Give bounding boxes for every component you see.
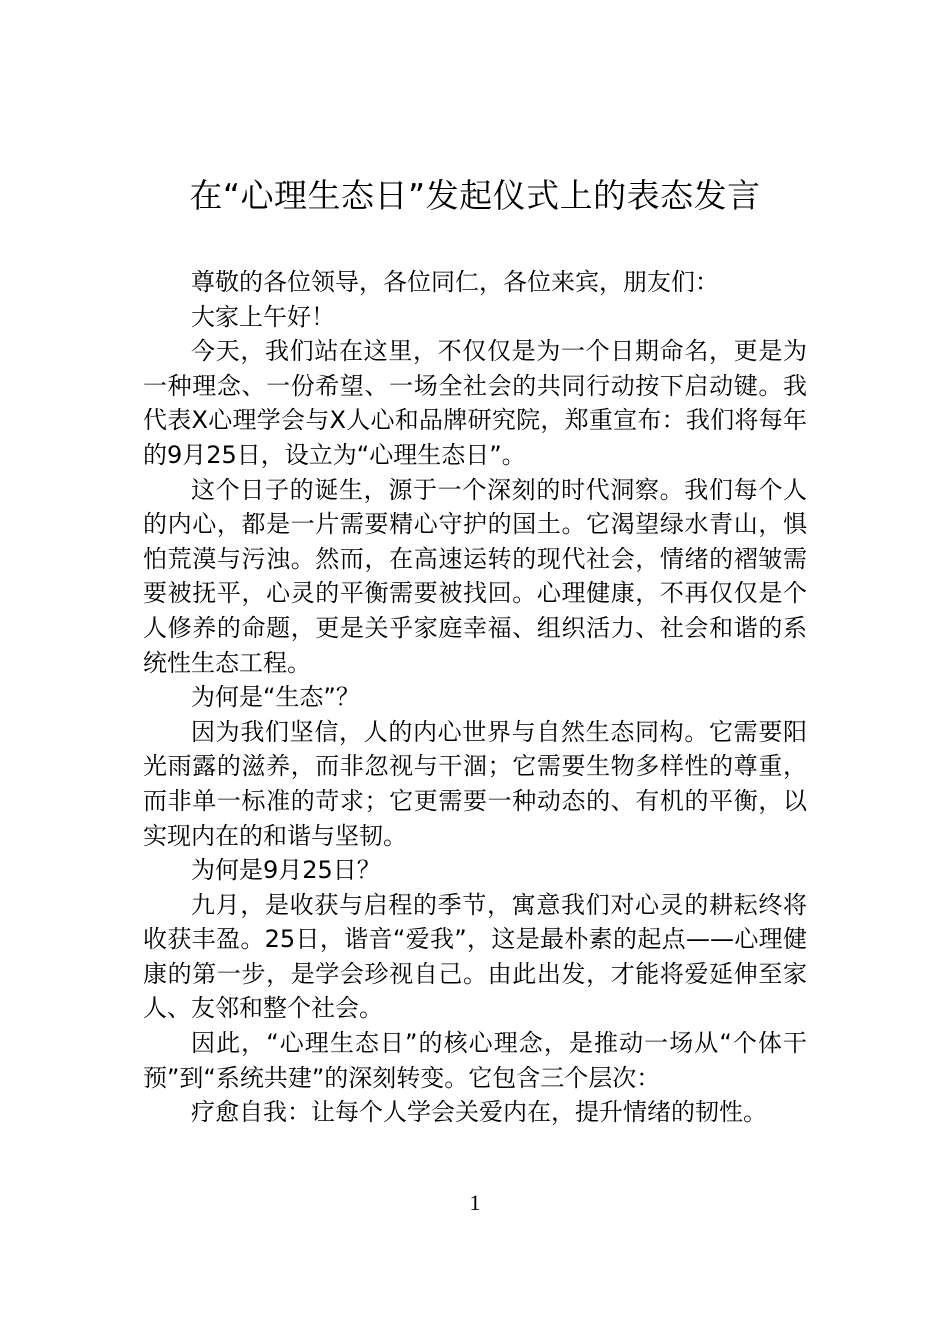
- paragraph: 因此，“心理生态日”的核心理念，是推动一场从“个体干预”到“系统共建”的深刻转变。它包含三个层次：: [143, 1029, 807, 1092]
- document-body: [143, 265, 807, 1130]
- page-number: 1: [469, 1190, 481, 1215]
- greeting: 大家上午好！: [191, 302, 335, 331]
- paragraph: 九月，是收获与启程的季节，寓意我们对心灵的耕耘终将收获丰盈。25日，谐音“爱我”，这是最朴素的起点——心理健康的第一步，是学会珍视自己。由此出发，才能将爱延伸至家人、友邻和整个社会。: [143, 890, 807, 1023]
- paragraph: 为何是“生态”？: [191, 683, 360, 712]
- paragraph: 疗愈自我：让每个人学会关爱内在，提升情绪的韧性。: [191, 1098, 767, 1127]
- document-title: 在“心理生态日”发起仪式上的表态发言: [189, 176, 761, 215]
- salutation: 尊敬的各位领导，各位同仁，各位来宾，朋友们：: [191, 268, 719, 296]
- paragraph: 为何是9月25日？: [191, 856, 381, 885]
- paragraph: 今天，我们站在这里，不仅仅是为一个日期命名，更是为一种理念、一份希望、一场全社会的共同行动按下启动键。我代表X心理学会与X人心和品牌研究院，郑重宣布：我们将每年的9月25日，设立为“心理生态日”。: [143, 337, 807, 469]
- paragraph: 因为我们坚信，人的内心世界与自然生态同构。它需要阳光雨露的滋养，而非忽视与干涸；它需要生物多样性的尊重，而非单一标准的苛求；它更需要一种动态的、有机的平衡，以实现内在的和谐与坚韧。: [143, 717, 807, 850]
- paragraph: 这个日子的诞生，源于一个深刻的时代洞察。我们每个人的内心，都是一片需要精心守护的国土。它渴望绿水青山，惧怕荒漠与污浊。然而，在高速运转的现代社会，情绪的褶皱需要被抚平，心灵的平衡需要被找回。心理健康，不再仅仅是个人修养的命题，更是关乎家庭幸福、组织活力、社会和谐的系统性生态工程。: [143, 475, 807, 677]
